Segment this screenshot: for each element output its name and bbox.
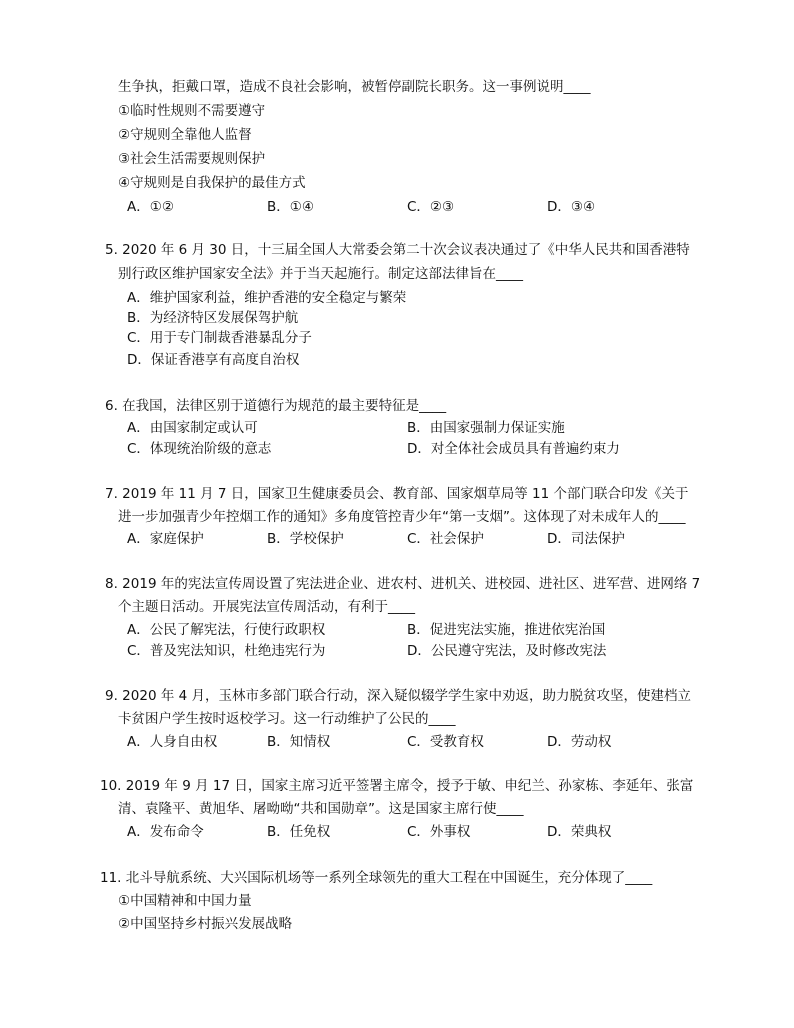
q11-statement-2: ②中国坚持乡村振兴发展战略 bbox=[118, 916, 293, 932]
q10-stem-line2: 清、袁隆平、黄旭华、屠呦呦“共和国勋章”。这是国家主席行使____ bbox=[118, 801, 524, 817]
q6-stem: 6. 在我国，法律区别于道德行为规范的最主要特征是____ bbox=[105, 398, 447, 414]
q8-option-b[interactable]: B．促进宪法实施，推进依宪治国 bbox=[407, 622, 606, 638]
q8-option-a[interactable]: A．公民了解宪法，行使行政职权 bbox=[127, 622, 326, 638]
q9-stem-line2: 卡贫困户学生按时返校学习。这一行动维护了公民的____ bbox=[118, 711, 456, 727]
q4-option-b[interactable]: B．①④ bbox=[267, 199, 314, 215]
q4-statement-4: ④守规则是自我保护的最佳方式 bbox=[118, 175, 306, 191]
q9-option-a[interactable]: A．人身自由权 bbox=[127, 734, 218, 750]
q9-option-d[interactable]: D．劳动权 bbox=[547, 734, 612, 750]
q5-option-a[interactable]: A．维护国家利益，维护香港的安全稳定与繁荣 bbox=[127, 290, 407, 306]
q4-statement-3: ③社会生活需要规则保护 bbox=[118, 151, 266, 167]
q10-option-d[interactable]: D．荣典权 bbox=[547, 824, 612, 840]
q8-option-c[interactable]: C．普及宪法知识，杜绝违宪行为 bbox=[127, 643, 326, 659]
q4-option-d[interactable]: D．③④ bbox=[547, 199, 596, 215]
q4-option-a[interactable]: A．①② bbox=[127, 199, 174, 215]
q6-option-d[interactable]: D．对全体社会成员具有普遍约束力 bbox=[407, 441, 620, 457]
q4-statement-1: ①临时性规则不需要遵守 bbox=[118, 103, 266, 119]
q8-stem-line2: 个主题日活动。开展宪法宣传周活动，有利于____ bbox=[118, 599, 415, 615]
q9-stem-line1: 9. 2020 年 4 月，玉林市多部门联合行动，深入疑似辍学学生家中劝返，助力脱贫攻坚，使建档立 bbox=[105, 688, 691, 704]
q9-option-b[interactable]: B．知情权 bbox=[267, 734, 331, 750]
q6-option-c[interactable]: C．体现统治阶级的意志 bbox=[127, 441, 272, 457]
q5-option-b[interactable]: B．为经济特区发展保驾护航 bbox=[127, 310, 299, 326]
q7-stem-line2: 进一步加强青少年控烟工作的通知》多角度管控青少年“第一支烟”。这体现了对未成年人的____ bbox=[118, 509, 686, 525]
q5-option-d[interactable]: D．保证香港享有高度自治权 bbox=[127, 352, 300, 368]
q4-stem: 生争执，拒戴口罩，造成不良社会影响，被暂停副院长职务。这一事例说明____ bbox=[118, 79, 591, 95]
q7-option-a[interactable]: A．家庭保护 bbox=[127, 531, 204, 547]
q7-option-c[interactable]: C．社会保护 bbox=[407, 531, 484, 547]
q7-option-d[interactable]: D．司法保护 bbox=[547, 531, 625, 547]
q4-option-c[interactable]: C．②③ bbox=[407, 199, 455, 215]
q8-stem-line1: 8. 2019 年的宪法宣传周设置了宪法进企业、进农村、进机关、进校园、进社区、进军营、进网络 7 bbox=[105, 576, 701, 592]
q9-option-c[interactable]: C．受教育权 bbox=[407, 734, 484, 750]
q10-option-c[interactable]: C．外事权 bbox=[407, 824, 471, 840]
q11-statement-1: ①中国精神和中国力量 bbox=[118, 893, 252, 909]
q5-stem-line1: 5. 2020 年 6 月 30 日，十三届全国人大常委会第二十次会议表决通过了《中华人民共和国香港特 bbox=[105, 242, 690, 258]
q7-option-b[interactable]: B．学校保护 bbox=[267, 531, 344, 547]
q6-option-b[interactable]: B．由国家强制力保证实施 bbox=[407, 420, 565, 436]
q5-stem-line2: 别行政区维护国家安全法》并于当天起施行。制定这部法律旨在____ bbox=[118, 266, 523, 282]
q7-stem-line1: 7. 2019 年 11 月 7 日，国家卫生健康委员会、教育部、国家烟草局等 11 个部门联合印发《关于 bbox=[105, 486, 689, 502]
q6-option-a[interactable]: A．由国家制定或认可 bbox=[127, 420, 258, 436]
q8-option-d[interactable]: D．公民遵守宪法，及时修改宪法 bbox=[407, 643, 607, 659]
q4-statement-2: ②守规则全靠他人监督 bbox=[118, 127, 252, 143]
q10-option-b[interactable]: B．任免权 bbox=[267, 824, 331, 840]
q10-stem-line1: 10. 2019 年 9 月 17 日，国家主席习近平签署主席令，授予于敏、申纪兰、孙家栋、李延年、张富 bbox=[100, 778, 694, 794]
q11-stem: 11. 北斗导航系统、大兴国际机场等一系列全球领先的重大工程在中国诞生，充分体现了____ bbox=[100, 870, 653, 886]
q5-option-c[interactable]: C．用于专门制裁香港暴乱分子 bbox=[127, 330, 312, 346]
q10-option-a[interactable]: A．发布命令 bbox=[127, 824, 204, 840]
